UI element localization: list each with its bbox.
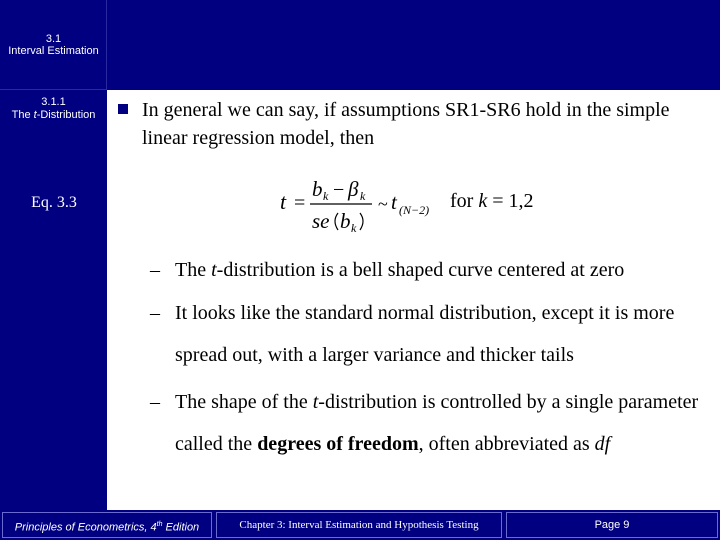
text-span: -distribution is a bell shaped curve centered at zero — [216, 259, 625, 281]
section-number: 3.1 — [45, 33, 62, 45]
formula-lhs: t — [280, 189, 287, 214]
formula-num-beta: β — [348, 177, 359, 201]
sidebar-divider — [0, 89, 107, 90]
formula-condition-for: for — [450, 190, 479, 212]
formula-equals: = — [294, 192, 306, 214]
section-title: Interval Estimation — [8, 45, 99, 57]
list-item-text — [175, 381, 705, 465]
bold-term: degrees of freedom — [257, 433, 419, 455]
text-span: The shape of the — [175, 391, 313, 413]
text-span: The — [175, 259, 212, 281]
formula-condition-k: k — [478, 190, 488, 212]
footer-page-number: Page 9 — [594, 519, 630, 531]
footer-book-title — [0, 510, 214, 540]
left-paren-icon — [335, 213, 338, 230]
dash-bullet: – — [150, 259, 160, 281]
footer-book-title-text: Principles of Econometrics, 4 — [14, 521, 157, 534]
intro-paragraph: In general we can say, if assumptions SR1-SR6 hold in the simple linear regression model, then — [142, 99, 670, 149]
subsection-title-italic: t — [33, 109, 37, 121]
footer-chapter: Chapter 3: Interval Estimation and Hypothesis Testing — [239, 519, 479, 531]
formula-minus: − — [333, 179, 345, 201]
equation-label: Eq. 3.3 — [31, 194, 77, 211]
formula-den-se: se — [312, 209, 330, 233]
subsection-title-suffix: -Distribution — [36, 109, 96, 121]
formula-dist-sub: (N−2) — [399, 203, 430, 217]
formula-num-sub2: k — [360, 189, 366, 203]
italic-span: t — [312, 391, 319, 413]
formula-num-sub1: k — [323, 189, 329, 203]
formula-num-b: b — [312, 177, 323, 201]
sidebar-panel — [0, 90, 107, 510]
bullet-square-icon — [118, 104, 128, 114]
text-span: , often abbreviated as — [418, 433, 595, 455]
text-span: -distribution is controlled by a single parameter called the — [175, 391, 699, 455]
t-statistic-formula — [278, 172, 568, 236]
italic-span: df — [594, 433, 611, 455]
footer-book-sup: th — [156, 521, 163, 528]
dash-bullet: – — [150, 391, 160, 413]
formula-condition — [450, 190, 534, 212]
formula-den-sub: k — [351, 221, 357, 235]
tilde-icon: ~ — [378, 194, 388, 214]
subsection-title-prefix: The — [11, 109, 34, 121]
italic-span: t — [211, 259, 217, 281]
subsection-number: 3.1.1 — [41, 96, 66, 108]
formula-den-b: b — [340, 209, 351, 233]
subsection-title — [0, 109, 107, 122]
formula-condition-value: = 1,2 — [487, 190, 534, 212]
header-bar — [107, 0, 720, 90]
list-item-text: It looks like the standard normal distribution, except it is more spread out, with a larger variance and thicker tails — [175, 302, 675, 366]
list-item-text — [175, 249, 705, 291]
right-paren-icon — [360, 213, 363, 230]
formula-dist-t: t — [391, 190, 397, 214]
dash-bullet: – — [150, 302, 160, 324]
footer-book-suffix: Edition — [162, 521, 200, 534]
